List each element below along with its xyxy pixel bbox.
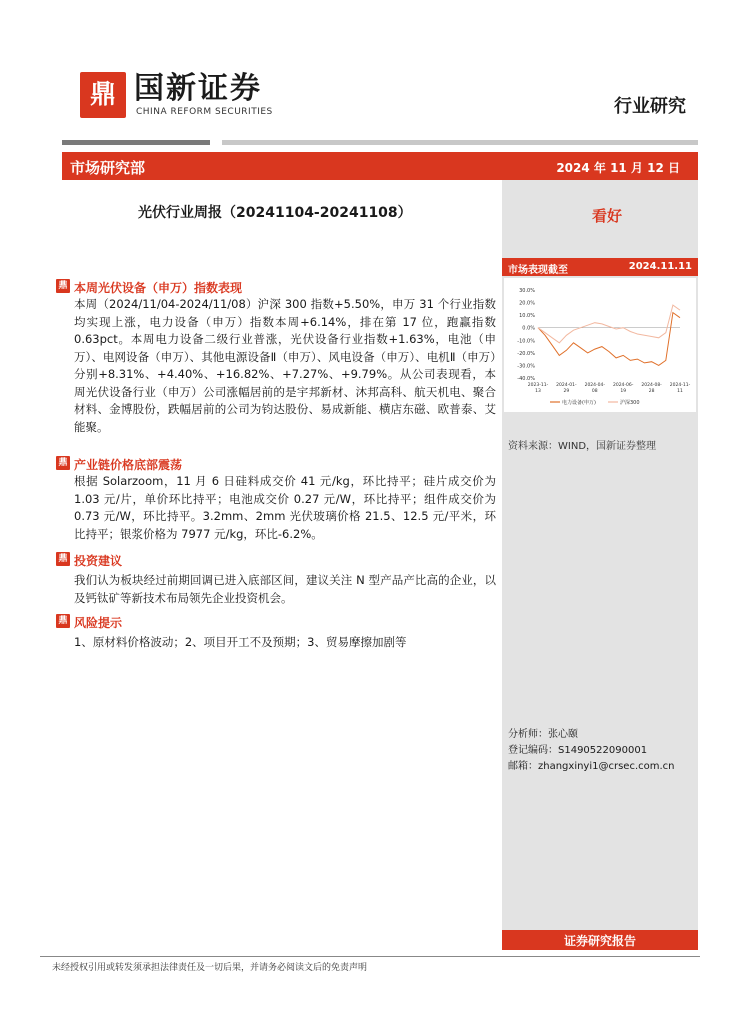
y-tick-label: 10.0% bbox=[519, 313, 535, 320]
x-tick-label: 2024-01- bbox=[556, 383, 577, 388]
brand-name-en: CHINA REFORM SECURITIES bbox=[136, 107, 273, 117]
report-title: 光伏行业周报（20241104-20241108） bbox=[138, 205, 412, 221]
x-tick-label: 11 bbox=[677, 389, 683, 394]
brand-name-cn: 国新证券 bbox=[134, 71, 262, 106]
x-tick-label: 13 bbox=[535, 389, 541, 394]
x-tick-label: 2024-08- bbox=[641, 383, 662, 388]
legend-label: 沪深300 bbox=[620, 400, 640, 406]
y-tick-label: -30.0% bbox=[517, 363, 535, 370]
rating-label: 看好 bbox=[592, 207, 623, 225]
x-tick-label: 29 bbox=[563, 389, 570, 394]
section-bullet-icon: 鼎 bbox=[56, 614, 70, 628]
analyst-email[interactable]: 邮箱：zhangxinyi1@crsec.com.cn bbox=[508, 761, 675, 772]
section-title: 风险提示 bbox=[74, 616, 123, 630]
chart-panel bbox=[504, 278, 696, 412]
y-tick-label: -20.0% bbox=[517, 350, 535, 357]
section-title: 产业链价格底部震荡 bbox=[74, 458, 183, 472]
chart-source: 资料来源：WIND，国新证券整理 bbox=[508, 441, 657, 452]
logo-mark: 鼎 bbox=[80, 72, 126, 118]
section-title: 投资建议 bbox=[74, 554, 123, 568]
y-tick-label: -40.0% bbox=[517, 376, 535, 382]
header-divider-dark bbox=[62, 140, 210, 145]
y-tick-label: 30.0% bbox=[519, 288, 535, 294]
section-body: 我们认为板块经过前期回调已进入底部区间，建议关注 N 型产品产比高的企业，以及钙钛矿等新技术布局领先企业投资机会。 bbox=[74, 573, 496, 605]
section-bullet-icon: 鼎 bbox=[56, 279, 70, 293]
market-performance-chart bbox=[504, 278, 696, 412]
y-tick-label: 0.0% bbox=[522, 325, 535, 332]
section-body: 本周（2024/11/04-2024/11/08）沪深 300 指数+5.50%，申万 31 个行业指数均实现上涨，电力设备（申万）指数本周+6.14%，排在第 17 位，跑赢指数 0.63pct。本周电力设备二级行业普涨，光伏设备行业指数+1.63%，电池（申万）、电网设备（申万）、其他电源设备Ⅱ（申万）、风电设备（申万）、电机Ⅱ（申万）分别+8.31%、+4.40%、+16.82%、+7.27%、+9.79%。从公司表现看，本周光伏设备行业（申万）公司涨幅居前的是宇邦新材、沐邦高科、航天机电、聚合材料、金博股份，跌幅居前的公司为钧达股份、易成新能、横店东磁、欧普泰、艾能聚。 bbox=[74, 297, 496, 434]
x-tick-label: 19 bbox=[620, 389, 627, 394]
x-tick-label: 2023-11- bbox=[527, 383, 549, 388]
analyst-name: 分析师：张心颐 bbox=[508, 729, 578, 740]
chart-title: 市场表现截至 bbox=[508, 265, 568, 276]
y-tick-label: -10.0% bbox=[517, 338, 535, 345]
x-tick-label: 28 bbox=[648, 389, 655, 394]
header-divider-light bbox=[222, 140, 698, 145]
x-tick-label: 2024-04- bbox=[584, 383, 606, 388]
department-label: 市场研究部 bbox=[70, 159, 146, 177]
section-body: 1、原材料价格波动；2、项目开工不及预期；3、贸易摩擦加剧等 bbox=[74, 635, 407, 649]
section-bullet-icon: 鼎 bbox=[56, 456, 70, 470]
report-type: 行业研究 bbox=[614, 96, 686, 117]
y-tick-label: 20.0% bbox=[519, 300, 535, 307]
legend-label: 电力设备(申万) bbox=[562, 400, 596, 406]
analyst-registration: 登记编码：S1490522090001 bbox=[508, 745, 648, 756]
section-bullet-icon: 鼎 bbox=[56, 552, 70, 566]
disclaimer: 未经授权引用或转发须承担法律责任及一切后果，并请务必阅读文后的免责声明 bbox=[52, 963, 368, 973]
series-line bbox=[538, 313, 680, 366]
footer-divider bbox=[40, 956, 700, 957]
section-body: 根据 Solarzoom，11 月 6 日硅料成交价 41 元/kg，环比持平；硅片成交价为 1.03 元/片，单价环比持平；电池成交价 0.27 元/W，环比持平；组件成交价为 0.73 元/W，环比持平。3.2mm、2mm 光伏玻璃价格 21.5、12.5 元/平米，环比持平；银浆价格为 7977 元/kg，环比-6.2%。 bbox=[74, 474, 496, 541]
x-tick-label: 08 bbox=[591, 389, 598, 394]
section-title: 本周光伏设备（申万）指数表现 bbox=[74, 281, 243, 295]
report-category-label: 证券研究报告 bbox=[563, 934, 636, 948]
report-date: 2024 年 11 月 12 日 bbox=[556, 161, 680, 175]
x-tick-label: 2024-06- bbox=[612, 383, 634, 388]
chart-date: 2024.11.11 bbox=[628, 261, 692, 272]
series-line bbox=[538, 305, 680, 343]
x-tick-label: 2024-11- bbox=[669, 383, 691, 388]
report-category-band bbox=[502, 930, 698, 950]
